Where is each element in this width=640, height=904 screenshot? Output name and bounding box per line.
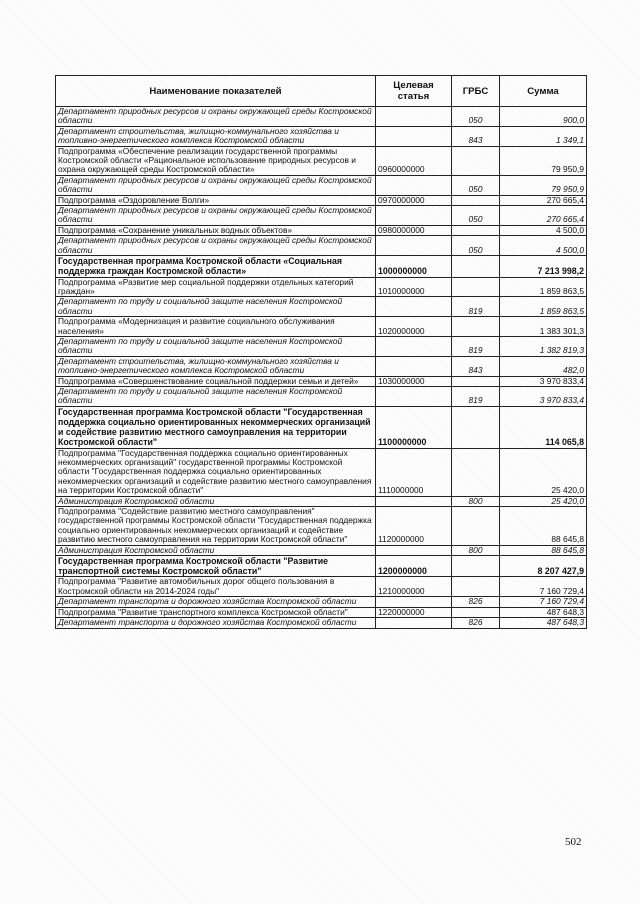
table-row bbox=[56, 336, 587, 356]
row-grbs-cell: 843 bbox=[452, 126, 500, 146]
table-row bbox=[56, 618, 587, 628]
row-code-cell bbox=[376, 545, 452, 555]
row-sum-cell: 3 970 833,4 bbox=[500, 376, 587, 386]
row-code-cell bbox=[376, 107, 452, 127]
row-sum-cell: 1 382 819,3 bbox=[500, 336, 587, 356]
row-name-cell: Подпрограмма «Оздоровление Волги» bbox=[56, 195, 376, 205]
table-row bbox=[56, 277, 587, 297]
table-row bbox=[56, 107, 587, 127]
row-sum-cell: 79 950,9 bbox=[500, 175, 587, 195]
row-code-cell: 1030000000 bbox=[376, 376, 452, 386]
table-row bbox=[56, 406, 587, 448]
table-row bbox=[56, 386, 587, 406]
row-name-cell: Подпрограмма "Государственная поддержка социально ориентированных некоммерческих организаций" государственной программы Костромской области "Государственная поддержка социально ориентированных некоммерческих организаций и содействие развитию местного самоуправления на территории Костромской области" bbox=[56, 448, 376, 496]
row-grbs-cell: 800 bbox=[452, 545, 500, 555]
row-name-cell: Департамент строительства, жилищно-коммунального хозяйства и топливно-энергетического комплекса Костромской области bbox=[56, 356, 376, 376]
row-name-cell: Подпрограмма «Модернизация и развитие социального обслуживания населения» bbox=[56, 317, 376, 337]
row-grbs-cell bbox=[452, 195, 500, 205]
row-sum-cell: 7 213 998,2 bbox=[500, 256, 587, 277]
row-sum-cell: 7 160 729,4 bbox=[500, 597, 587, 607]
row-name-cell: Департамент по труду и социальной защите населения Костромской области bbox=[56, 386, 376, 406]
header-name: Наименование показателей bbox=[56, 76, 376, 107]
row-name-cell: Департамент транспорта и дорожного хозяйства Костромской области bbox=[56, 618, 376, 628]
row-grbs-cell: 819 bbox=[452, 336, 500, 356]
row-name-cell: Департамент транспорта и дорожного хозяйства Костромской области bbox=[56, 597, 376, 607]
row-code-cell: 1200000000 bbox=[376, 556, 452, 577]
row-sum-cell: 900,0 bbox=[500, 107, 587, 127]
row-code-cell: 1210000000 bbox=[376, 577, 452, 597]
budget-table bbox=[55, 75, 587, 629]
row-grbs-cell bbox=[452, 256, 500, 277]
row-grbs-cell: 050 bbox=[452, 175, 500, 195]
table-body bbox=[56, 107, 587, 629]
row-name-cell: Департамент по труду и социальной защите населения Костромской области bbox=[56, 297, 376, 317]
row-sum-cell: 1 859 863,5 bbox=[500, 297, 587, 317]
row-name-cell: Государственная программа Костромской области «Социальная поддержка граждан Костромской области» bbox=[56, 256, 376, 277]
table-row bbox=[56, 297, 587, 317]
row-name-cell: Подпрограмма "Развитие автомобильных дорог общего пользования в Костромской области на 2014-2024 годы" bbox=[56, 577, 376, 597]
row-code-cell bbox=[376, 297, 452, 317]
row-grbs-cell bbox=[452, 577, 500, 597]
row-name-cell: Подпрограмма "Развитие транспортного комплекса Костромской области" bbox=[56, 607, 376, 617]
table-row bbox=[56, 225, 587, 235]
row-code-cell bbox=[376, 496, 452, 506]
row-grbs-cell: 050 bbox=[452, 107, 500, 127]
table-row bbox=[56, 195, 587, 205]
row-sum-cell: 482,0 bbox=[500, 356, 587, 376]
row-grbs-cell bbox=[452, 225, 500, 235]
row-code-cell: 1120000000 bbox=[376, 507, 452, 546]
row-name-cell: Подпрограмма «Сохранение уникальных водных объектов» bbox=[56, 225, 376, 235]
table-row bbox=[56, 607, 587, 617]
row-sum-cell: 4 500,0 bbox=[500, 225, 587, 235]
row-sum-cell: 1 383 301,3 bbox=[500, 317, 587, 337]
table-row bbox=[56, 597, 587, 607]
table-row bbox=[56, 376, 587, 386]
row-grbs-cell: 050 bbox=[452, 206, 500, 226]
row-name-cell: Подпрограмма "Содействие развитию местного самоуправления" государственной программы Костромской области "Государственная поддержка социально ориентированных некоммерческих организаций и содействие развитию местного самоуправления на территории Костромской области" bbox=[56, 507, 376, 546]
row-name-cell: Департамент природных ресурсов и охраны окружающей среды Костромской области bbox=[56, 107, 376, 127]
row-sum-cell: 25 420,0 bbox=[500, 448, 587, 496]
row-sum-cell: 487 648,3 bbox=[500, 618, 587, 628]
row-code-cell: 1010000000 bbox=[376, 277, 452, 297]
row-code-cell bbox=[376, 126, 452, 146]
row-sum-cell: 3 970 833,4 bbox=[500, 386, 587, 406]
table-row bbox=[56, 236, 587, 256]
row-grbs-cell bbox=[452, 277, 500, 297]
row-grbs-cell bbox=[452, 448, 500, 496]
row-grbs-cell: 843 bbox=[452, 356, 500, 376]
row-name-cell: Департамент природных ресурсов и охраны окружающей среды Костромской области bbox=[56, 236, 376, 256]
row-sum-cell: 1 859 863,5 bbox=[500, 277, 587, 297]
row-sum-cell: 270 665,4 bbox=[500, 195, 587, 205]
table-row bbox=[56, 256, 587, 277]
row-sum-cell: 1 349,1 bbox=[500, 126, 587, 146]
row-code-cell: 0980000000 bbox=[376, 225, 452, 235]
table-row bbox=[56, 556, 587, 577]
table-row bbox=[56, 448, 587, 496]
table-row bbox=[56, 507, 587, 546]
row-code-cell bbox=[376, 236, 452, 256]
row-sum-cell: 487 648,3 bbox=[500, 607, 587, 617]
row-code-cell: 1020000000 bbox=[376, 317, 452, 337]
row-name-cell: Администрация Костромской области bbox=[56, 496, 376, 506]
row-grbs-cell bbox=[452, 317, 500, 337]
row-sum-cell: 88 645,8 bbox=[500, 507, 587, 546]
row-sum-cell: 4 500,0 bbox=[500, 236, 587, 256]
row-name-cell: Подпрограмма «Обеспечение реализации государственной программы Костромской области «Рациональное использование природных ресурсов и охрана окружающей среды Костромской области» bbox=[56, 146, 376, 175]
table-row bbox=[56, 126, 587, 146]
table-row bbox=[56, 206, 587, 226]
row-grbs-cell: 050 bbox=[452, 236, 500, 256]
row-code-cell: 1220000000 bbox=[376, 607, 452, 617]
header-code: Целевая статья bbox=[376, 76, 452, 107]
row-name-cell: Государственная программа Костромской области "Развитие транспортной системы Костромской области" bbox=[56, 556, 376, 577]
row-code-cell: 0970000000 bbox=[376, 195, 452, 205]
row-code-cell: 1110000000 bbox=[376, 448, 452, 496]
row-grbs-cell bbox=[452, 146, 500, 175]
row-grbs-cell: 826 bbox=[452, 597, 500, 607]
table-row bbox=[56, 577, 587, 597]
row-name-cell: Департамент строительства, жилищно-коммунального хозяйства и топливно-энергетического комплекса Костромской области bbox=[56, 126, 376, 146]
row-code-cell bbox=[376, 356, 452, 376]
row-code-cell bbox=[376, 336, 452, 356]
row-name-cell: Департамент по труду и социальной защите населения Костромской области bbox=[56, 336, 376, 356]
row-code-cell bbox=[376, 618, 452, 628]
row-grbs-cell bbox=[452, 376, 500, 386]
row-code-cell bbox=[376, 386, 452, 406]
row-sum-cell: 25 420,0 bbox=[500, 496, 587, 506]
row-sum-cell: 79 950,9 bbox=[500, 146, 587, 175]
row-name-cell: Государственная программа Костромской области "Государственная поддержка социально ориентированных некоммерческих организаций и содействие развитию местного самоуправления на территории Костромской области" bbox=[56, 406, 376, 448]
row-code-cell: 1100000000 bbox=[376, 406, 452, 448]
table-row bbox=[56, 317, 587, 337]
row-sum-cell: 270 665,4 bbox=[500, 206, 587, 226]
row-grbs-cell bbox=[452, 406, 500, 448]
row-name-cell: Департамент природных ресурсов и охраны окружающей среды Костромской области bbox=[56, 206, 376, 226]
row-grbs-cell: 826 bbox=[452, 618, 500, 628]
table-row bbox=[56, 146, 587, 175]
row-code-cell bbox=[376, 597, 452, 607]
row-name-cell: Департамент природных ресурсов и охраны окружающей среды Костромской области bbox=[56, 175, 376, 195]
row-sum-cell: 88 645,8 bbox=[500, 545, 587, 555]
row-code-cell: 0960000000 bbox=[376, 146, 452, 175]
table-header-row bbox=[56, 76, 587, 107]
row-name-cell: Администрация Костромской области bbox=[56, 545, 376, 555]
row-code-cell: 1000000000 bbox=[376, 256, 452, 277]
header-sum: Сумма bbox=[500, 76, 587, 107]
row-grbs-cell: 819 bbox=[452, 297, 500, 317]
row-grbs-cell: 819 bbox=[452, 386, 500, 406]
header-grbs: ГРБС bbox=[452, 76, 500, 107]
table-row bbox=[56, 545, 587, 555]
row-grbs-cell: 800 bbox=[452, 496, 500, 506]
row-name-cell: Подпрограмма «Развитие мер социальной поддержки отдельных категорий граждан» bbox=[56, 277, 376, 297]
table-row bbox=[56, 496, 587, 506]
table-row bbox=[56, 175, 587, 195]
page-number: 502 bbox=[565, 836, 582, 848]
row-sum-cell: 7 160 729,4 bbox=[500, 577, 587, 597]
row-grbs-cell bbox=[452, 556, 500, 577]
row-code-cell bbox=[376, 206, 452, 226]
row-sum-cell: 114 065,8 bbox=[500, 406, 587, 448]
row-grbs-cell bbox=[452, 507, 500, 546]
table-row bbox=[56, 356, 587, 376]
row-grbs-cell bbox=[452, 607, 500, 617]
row-name-cell: Подпрограмма «Совершенствование социальной поддержки семьи и детей» bbox=[56, 376, 376, 386]
row-code-cell bbox=[376, 175, 452, 195]
row-sum-cell: 8 207 427,9 bbox=[500, 556, 587, 577]
